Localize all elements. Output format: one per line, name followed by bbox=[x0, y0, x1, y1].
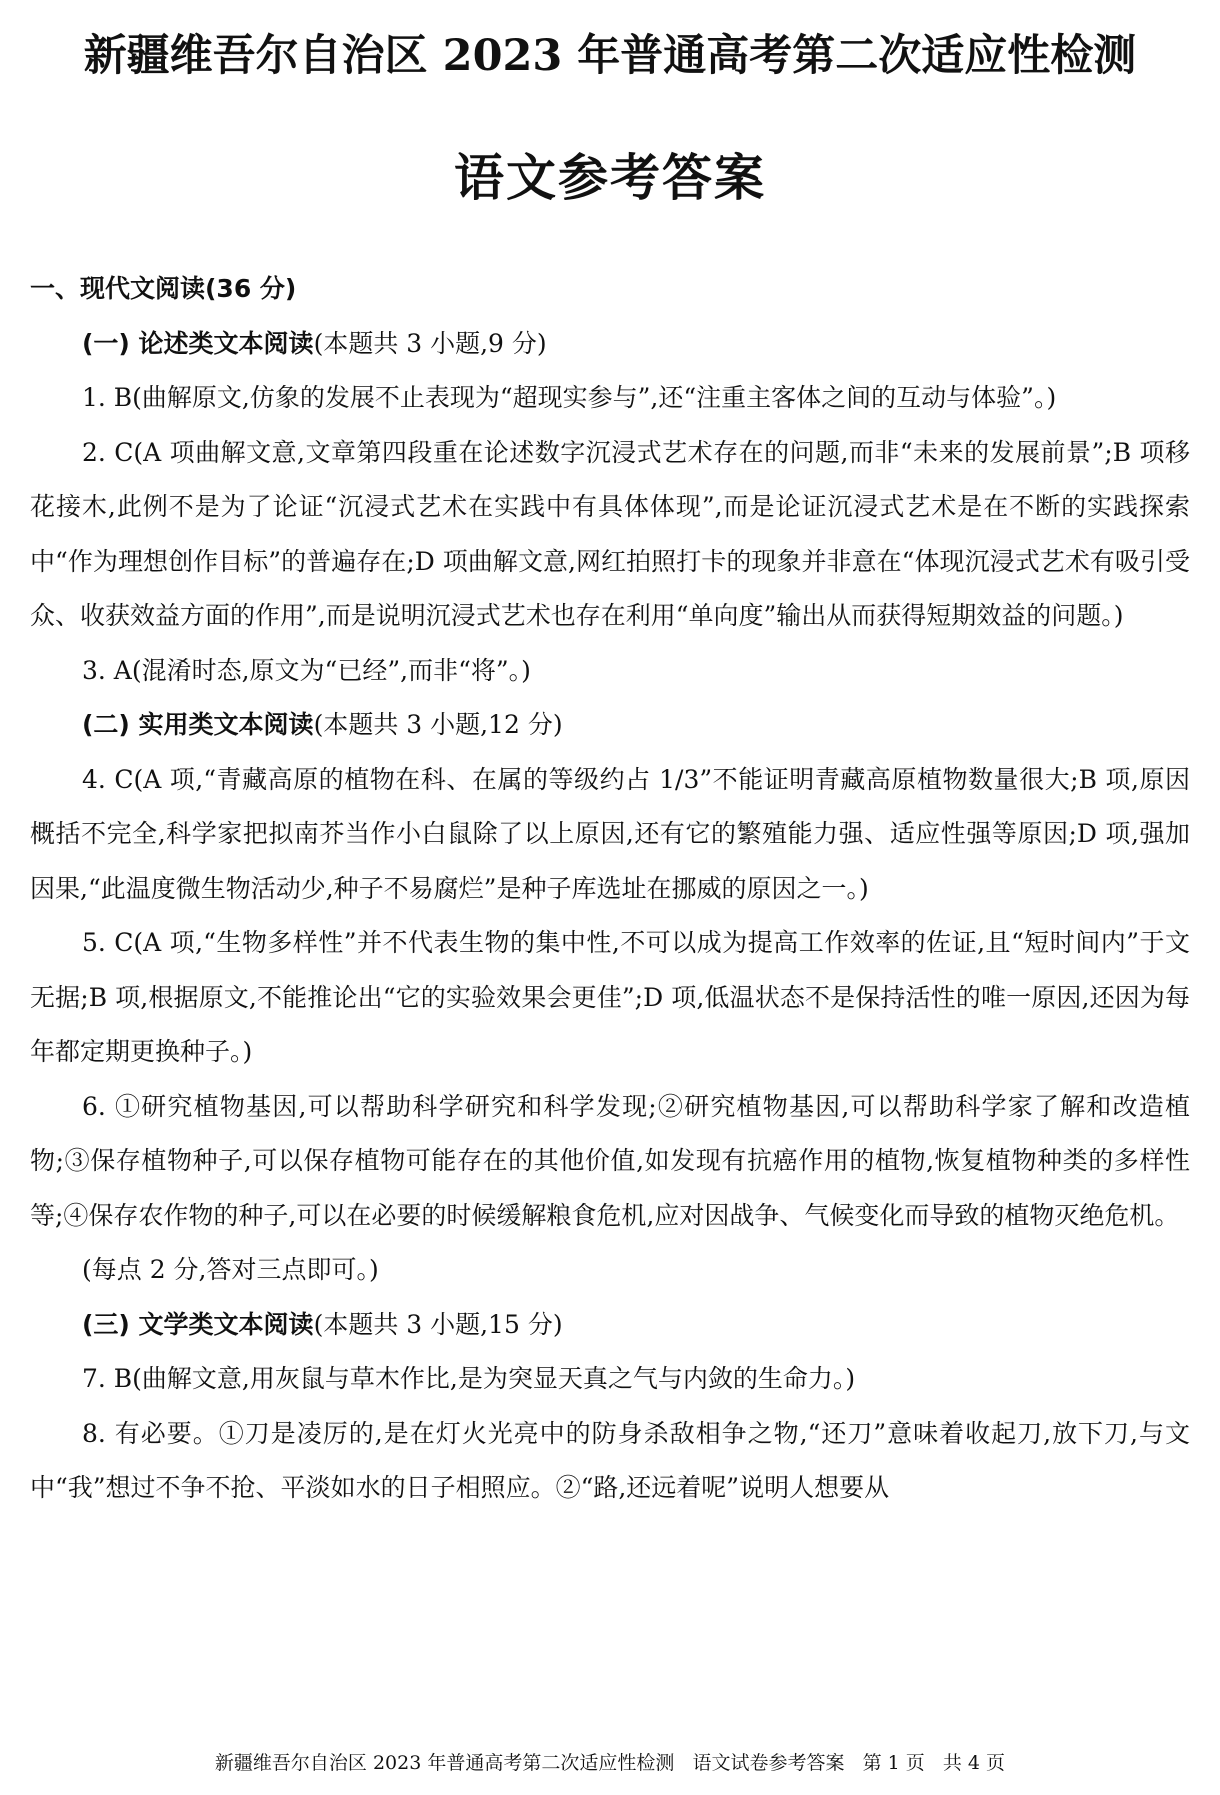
subsection-heading-argumentative bbox=[30, 317, 1190, 372]
answer-q4: 4. C(A 项,“青藏高原的植物在科、在属的等级约占 1/3”不能证明青藏高原植物数量很大;B 项,原因概括不完全,科学家把拟南芥当作小白鼠除了以上原因,还有它的繁殖能力强、适应性强等原因;D 项,强加因果,“此温度微生物活动少,种子不易腐烂”是种子库选址在挪威的原因之一。) bbox=[30, 764, 1190, 903]
answer-q3: 3. A(混淆时态,原文为“已经”,而非“将”。) bbox=[82, 655, 531, 685]
answer-q8: 8. 有必要。①刀是凌厉的,是在灯火光亮中的防身杀敌相争之物,“还刀”意味着收起刀,放下刀,与文中“我”想过不争不抢、平淡如水的日子相照应。②“路,还远着呢”说明人想要从 bbox=[30, 1418, 1190, 1502]
answer-q7: 7. B(曲解文意,用灰鼠与草木作比,是为突显天真之气与内敛的生命力。) bbox=[82, 1364, 856, 1393]
answer-q1: 1. B(曲解原文,仿象的发展不止表现为“超现实参与”,还“注重主客体之间的互动与体验”。) bbox=[82, 383, 1057, 412]
subsection-title: (三) 文学类文本阅读 bbox=[82, 1309, 314, 1339]
subsection-title: (一) 论述类文本阅读 bbox=[82, 328, 314, 358]
section-heading-modern-reading: 一、现代文阅读(36 分) bbox=[30, 274, 297, 303]
page-subtitle: 语文参考答案 bbox=[454, 149, 766, 207]
answer-content bbox=[30, 262, 1190, 1516]
subsection-note: (本题共 3 小题,15 分) bbox=[313, 1309, 563, 1339]
answer-q5: 5. C(A 项,“生物多样性”并不代表生物的集中性,不可以成为提高工作效率的佐证,且“短时间内”于文无据;B 项,根据原文,不能推论出“它的实验效果会更佳”;D 项,低温状态不是保持活性的唯一原因,还因为每年都定期更换种子。) bbox=[30, 928, 1190, 1066]
scoring-note-q6: (每点 2 分,答对三点即可。) bbox=[82, 1255, 379, 1284]
subsection-heading-literary bbox=[30, 1298, 1190, 1353]
subsection-title: (二) 实用类文本阅读 bbox=[82, 710, 314, 739]
subsection-heading-practical bbox=[30, 698, 1190, 753]
answer-q2: 2. C(A 项曲解文意,文章第四段重在论述数字沉浸式艺术存在的问题,而非“未来的发展前景”;B 项移花接木,此例不是为了论证“沉浸式艺术在实践中有具体体现”,而是论证沉浸式艺术是在不断的实践探索中“作为理想创作目标”的普遍存在;D 项曲解文意,网红拍照打卡的现象并非意在“体现沉浸式艺术有吸引受众、收获效益方面的作用”,而是说明沉浸式艺术也存在利用“单向度”输出从而获得短期效益的问题。) bbox=[30, 437, 1190, 630]
answer-q6: 6. ①研究植物基因,可以帮助科学研究和科学发现;②研究植物基因,可以帮助科学家了解和改造植物;③保存植物种子,可以保存植物可能存在的其他价值,如发现有抗癌作用的植物,恢复植物种类的多样性等;④保存农作物的种子,可以在必要的时候缓解粮食危机,应对因战争、气候变化而导致的植物灭绝危机。 bbox=[30, 1091, 1190, 1230]
page-footer: 新疆维吾尔自治区 2023 年普通高考第二次适应性检测 语文试卷参考答案 第 1 页 共 4 页 bbox=[214, 1752, 1006, 1774]
page-title: 新疆维吾尔自治区 2023 年普通高考第二次适应性检测 bbox=[83, 31, 1137, 81]
subsection-note: (本题共 3 小题,12 分) bbox=[313, 710, 563, 739]
subsection-note: (本题共 3 小题,9 分) bbox=[313, 328, 547, 358]
